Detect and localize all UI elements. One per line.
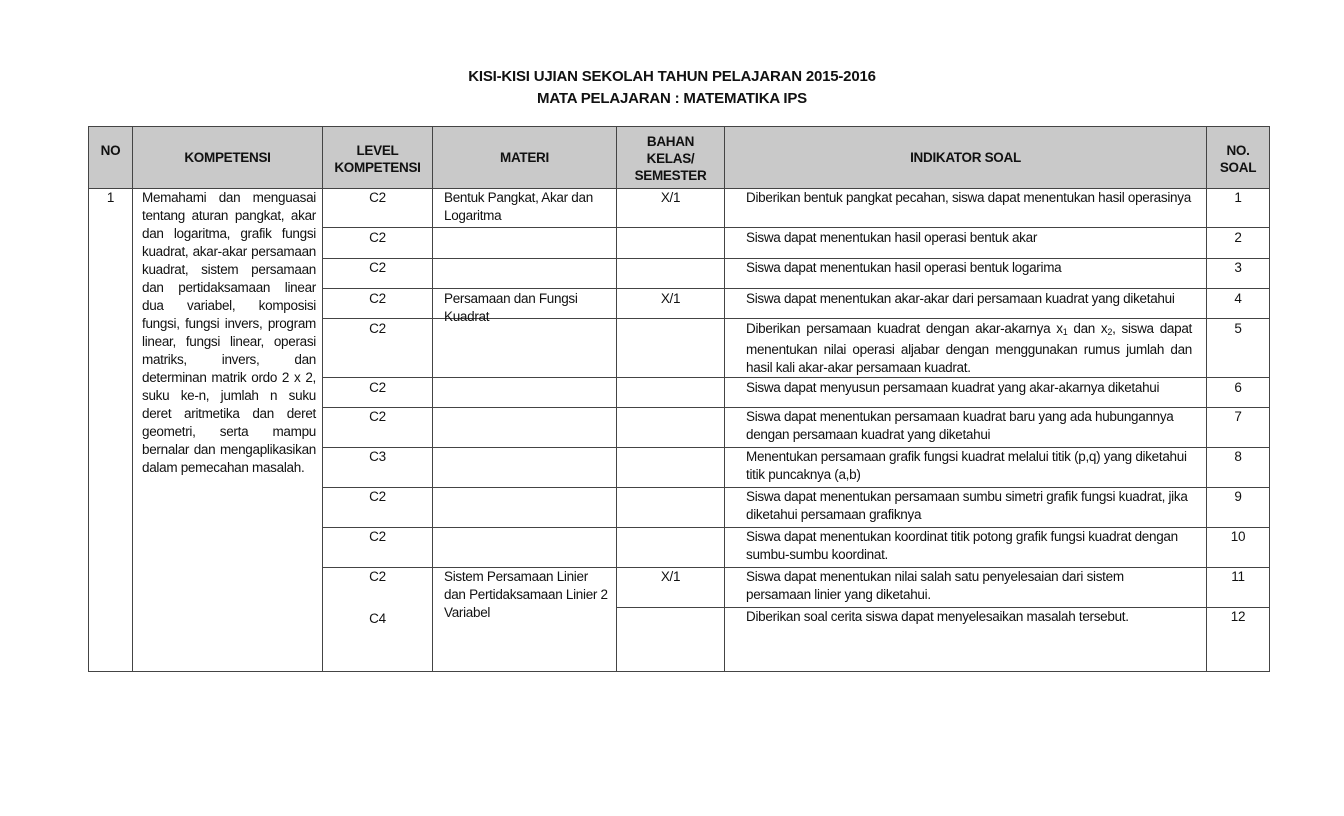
level-9: C2 [369,489,386,504]
materi-2: Persamaan dan Fungsi Kuadrat [444,291,578,324]
indikator-9: Siswa dapat menentukan persamaan sumbu simetri grafik fungsi kuadrat, jika diketahui persamaan grafiknya [746,489,1188,522]
indikator-3: Siswa dapat menentukan hasil operasi bentuk logarima [746,260,1062,275]
indikator-6: Siswa dapat menyusun persamaan kuadrat yang akar-akarnya diketahui [746,380,1160,395]
row-number: 1 [106,190,115,205]
level-11: C2 [369,569,386,584]
nosoal-7: 7 [1234,409,1242,424]
header-level-kompetensi [323,139,432,179]
level-3: C2 [369,260,386,275]
nosoal-8: 8 [1234,449,1242,464]
indikator-4: Siswa dapat menentukan akar-akar dari persamaan kuadrat yang diketahui [746,291,1175,306]
indikator-7: Siswa dapat menentukan persamaan kuadrat baru yang ada hubungannya dengan persamaan kuadrat yang diketahui [746,409,1174,442]
level-1: C2 [369,190,386,205]
header-no-soal [1207,139,1269,179]
indikator-1: Diberikan bentuk pangkat pecahan, siswa dapat menentukan hasil operasinya [746,190,1191,205]
header-nosoal-line2: SOAL [1219,160,1257,175]
nosoal-11: 11 [1231,569,1245,584]
indikator-5-part-a: Diberikan persamaan kuadrat dengan akar-akarnya x [746,321,1063,336]
document-subtitle: MATA PELAJARAN : MATEMATIKA IPS [537,90,807,107]
header-bahan [617,130,724,186]
header-bahan-line2: KELAS/ [646,150,695,166]
indikator-11: Siswa dapat menentukan nilai salah satu penyelesaian dari sistem persamaan linier yang diketahui. [746,569,1124,602]
level-6: C2 [369,380,386,395]
indikator-5-sub-1: 1 [1062,327,1068,337]
nosoal-2: 2 [1234,230,1242,245]
nosoal-10: 10 [1230,529,1246,544]
header-bahan-line1: BAHAN [646,133,695,149]
header-bahan-line3: SEMESTER [634,167,707,183]
level-5: C2 [369,321,386,336]
indikator-8: Menentukan persamaan grafik fungsi kuadrat melalui titik (p,q) yang diketahui titik puncaknya (a,b) [746,449,1187,482]
header-indikator: INDIKATOR SOAL [910,150,1021,165]
level-4: C2 [369,291,386,306]
indikator-5-part-b: dan x [1067,321,1108,336]
header-level-line1: LEVEL [356,143,399,158]
indikator-10: Siswa dapat menentukan koordinat titik potong grafik fungsi kuadrat dengan sumbu-sumbu koordinat. [746,529,1178,562]
nosoal-4: 4 [1234,291,1242,306]
nosoal-12: 12 [1230,609,1246,624]
header-materi: MATERI [500,150,549,165]
bahan-3: X/1 [660,569,681,584]
nosoal-5: 5 [1234,321,1242,336]
nosoal-6: 6 [1234,380,1242,395]
nosoal-1: 1 [1234,190,1242,205]
level-7: C2 [369,409,386,424]
nosoal-3: 3 [1234,260,1242,275]
indikator-12: Diberikan soal cerita siswa dapat menyelesaikan masalah tersebut. [746,609,1129,624]
bahan-2: X/1 [660,291,681,306]
header-kompetensi: KOMPETENSI [184,150,271,165]
indikator-5-sub-2: 2 [1107,327,1113,337]
header-level-line2: KOMPETENSI [334,160,421,175]
document-title: KISI-KISI UJIAN SEKOLAH TAHUN PELAJARAN 2015-2016 [468,68,876,85]
indikator-5-part-c: , siswa dapat menentukan nilai operasi aljabar dengan menggunakan rumus jumlah dan hasil kali akar-akar persamaan kuadrat. [746,321,1192,375]
bahan-1: X/1 [660,190,681,205]
header-nosoal-line1: NO. [1226,143,1250,158]
level-8: C3 [369,449,386,464]
level-12: C4 [369,611,386,626]
kompetensi-text: Memahami dan menguasai tentang aturan pangkat, akar dan logaritma, grafik fungsi kuadrat, akar-akar persamaan kuadrat, sistem persamaan dan pertidaksamaan linear dua variabel, komposisi fungsi, fungsi invers, program linear, fungsi linear, operasi matriks, invers, dan determinan matrik ordo 2 x 2, suku ke-n, jumlah n suku deret aritmetika dan deret geometri, serta mampu bernalar dan mengaplikasikan dalam pemecahan masalah. [142,190,316,475]
header-no: NO [100,142,121,158]
indikator-5 [746,320,1192,377]
materi-1: Bentuk Pangkat, Akar dan Logaritma [444,190,593,223]
level-2: C2 [369,230,386,245]
kisi-kisi-table [88,126,1270,672]
indikator-2: Siswa dapat menentukan hasil operasi bentuk akar [746,230,1038,245]
materi-3: Sistem Persamaan Linier dan Pertidaksamaan Linier 2 Variabel [444,569,608,620]
nosoal-9: 9 [1234,489,1242,504]
level-10: C2 [369,529,386,544]
